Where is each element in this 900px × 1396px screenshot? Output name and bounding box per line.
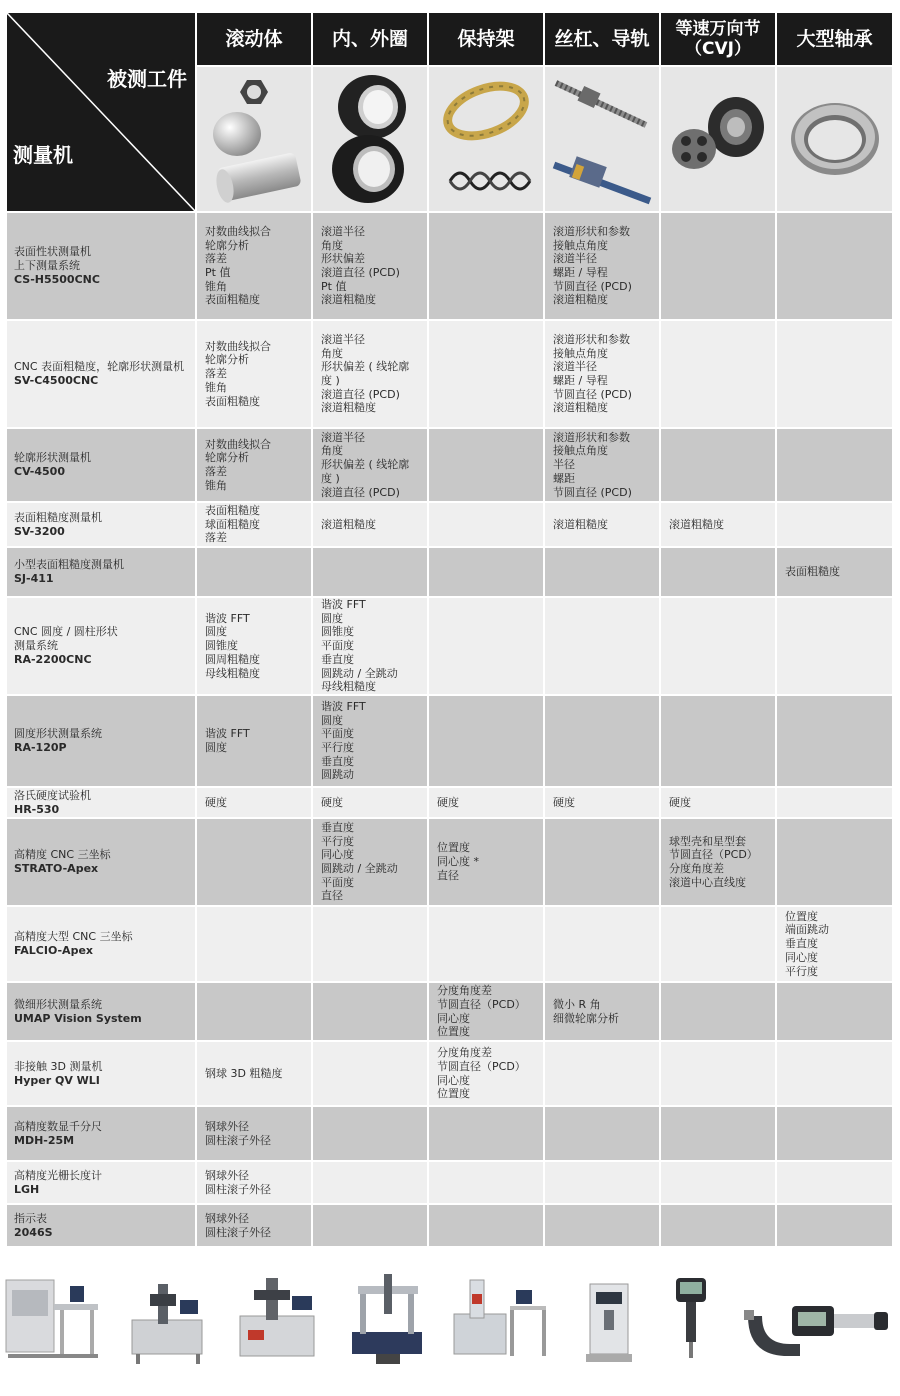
table-cell: 位置度 端面跳动 垂直度 同心度 平行度 — [777, 907, 892, 981]
table-cell — [429, 321, 543, 427]
machine-label: 测量机 — [13, 143, 73, 167]
machine-model: CS-H5500CNC — [14, 272, 100, 286]
machine-name: 非接触 3D 测量机 — [14, 1059, 103, 1073]
machine-name: 表面粗糙度测量机 — [14, 510, 102, 524]
table-cell — [661, 696, 775, 786]
machine-model: RA-120P — [14, 741, 67, 754]
table-cell — [545, 1042, 659, 1105]
table-cell — [777, 1205, 892, 1246]
table-cell — [777, 598, 892, 694]
machine-name: 高精度 CNC 三坐标 — [14, 848, 111, 862]
table-cell — [777, 503, 892, 546]
machine-model: SV-3200 — [14, 524, 65, 538]
machine-model: LGH — [14, 1182, 40, 1196]
machine-name: 表面性状测量机 上下测量系统 — [14, 245, 91, 273]
cv-4500-photo — [240, 1278, 314, 1356]
table-cell — [545, 1205, 659, 1246]
column-ball-screw-guide — [545, 13, 659, 211]
table-cell — [545, 696, 659, 786]
table-row — [7, 696, 892, 788]
column-title: 等速万向节 （CVJ） — [661, 13, 775, 65]
column-title: 丝杠、导轨 — [545, 13, 659, 65]
table-cell — [777, 696, 892, 786]
ball-screw-guide-icon — [545, 67, 659, 211]
table-cell — [545, 598, 659, 694]
table-cell — [429, 598, 543, 694]
table-cell: 微小 R 角 细微轮廓分析 — [545, 983, 659, 1040]
machine-name: 小型表面粗糙度测量机 — [14, 558, 124, 572]
machine-model: SJ-411 — [14, 572, 54, 585]
machine-name: CNC 表面粗糙度，轮廓形状测量机 — [14, 360, 185, 374]
machine-name: 高精度大型 CNC 三坐标 — [14, 930, 133, 944]
table-cell — [661, 907, 775, 981]
machine-model: 2046S — [14, 1225, 53, 1239]
column-title: 大型轴承 — [777, 13, 892, 65]
machine-model: RA-2200CNC — [14, 652, 92, 666]
table-cell — [661, 213, 775, 319]
machine-name-cell — [7, 819, 195, 905]
table-cell — [313, 1107, 427, 1160]
umap-vision-photo — [454, 1280, 546, 1356]
table-cell — [197, 983, 311, 1040]
table-cell: 谐波 FFT 圆度 圆锥度 圆周粗糙度 母线粗糙度 — [197, 598, 311, 694]
table-cell — [545, 907, 659, 981]
table-row — [7, 1107, 892, 1162]
table-cell: 滚道形状和参数 接触点角度 滚道半径 螺距 / 导程 节圆直径 (PCD) 滚道粗糙度 — [545, 321, 659, 427]
table-cell: 垂直度 平行度 同心度 圆跳动 / 全跳动 平面度 直径 — [313, 819, 427, 905]
table-cell — [661, 1042, 775, 1105]
table-header — [7, 13, 892, 211]
table-cell — [429, 503, 543, 546]
machine-model: UMAP Vision System — [14, 1011, 142, 1025]
table-cell: 硬度 — [197, 788, 311, 817]
table-cell — [429, 696, 543, 786]
table-cell: 滚道半径 角度 形状偏差 ( 线轮廓度 ) 滚道直径 (PCD) 滚道粗糙度 — [313, 321, 427, 427]
machine-model: Hyper QV WLI — [14, 1073, 100, 1087]
table-cell: 谐波 FFT 圆度 — [197, 696, 311, 786]
machine-name-cell — [7, 1107, 195, 1160]
machine-name-cell — [7, 321, 195, 427]
table-cell — [777, 1162, 892, 1203]
table-cell: 表面粗糙度 球面粗糙度 落差 — [197, 503, 311, 546]
cs-h5500cnc-photo — [6, 1280, 98, 1358]
table-row — [7, 788, 892, 819]
table-row — [7, 1042, 892, 1107]
table-cell: 滚道形状和参数 接触点角度 半径 螺距 节圆直径 (PCD) — [545, 429, 659, 501]
table-cell — [777, 429, 892, 501]
column-cv-joint — [661, 13, 775, 211]
table-cell — [661, 321, 775, 427]
table-cell — [777, 321, 892, 427]
table-cell: 分度角度差 节圆直径（PCD） 同心度 位置度 — [429, 983, 543, 1040]
table-cell: 硬度 — [429, 788, 543, 817]
table-cell — [429, 1107, 543, 1160]
table-body — [7, 213, 892, 1248]
table-cell — [313, 1162, 427, 1203]
machine-model: FALCIO-Apex — [14, 944, 94, 957]
table-cell — [429, 907, 543, 981]
table-cell: 表面粗糙度 — [777, 548, 892, 596]
machine-name: 高精度数显千分尺 — [14, 1119, 102, 1133]
table-cell — [313, 907, 427, 981]
machine-name-cell — [7, 598, 195, 694]
machine-model: MDH-25M — [14, 1133, 75, 1147]
table-cell: 钢球外径 圆柱滚子外径 — [197, 1162, 311, 1203]
table-cell — [313, 1205, 427, 1246]
table-cell — [661, 1162, 775, 1203]
machine-model: SV-C4500CNC — [14, 374, 99, 387]
table-cell — [313, 1042, 427, 1105]
table-row — [7, 819, 892, 907]
sv-c4500cnc-photo — [132, 1284, 202, 1364]
table-cell — [429, 548, 543, 596]
table-cell: 硬度 — [313, 788, 427, 817]
table-cell: 位置度 同心度 * 直径 — [429, 819, 543, 905]
table-cell — [545, 1162, 659, 1203]
machine-photo-strip — [0, 1270, 900, 1390]
table-cell: 钢球外径 圆柱滚子外径 — [197, 1107, 311, 1160]
machine-name: 微细形状测量系统 — [14, 997, 102, 1011]
machine-name: 轮廓形状测量机 — [14, 451, 91, 465]
table-cell — [545, 1107, 659, 1160]
machine-model: STRATO-Apex — [14, 862, 99, 875]
table-cell: 谐波 FFT 圆度 平面度 平行度 垂直度 圆跳动 — [313, 696, 427, 786]
table-row — [7, 548, 892, 598]
table-cell — [661, 1205, 775, 1246]
machine-name-cell — [7, 1042, 195, 1105]
table-cell — [197, 907, 311, 981]
table-cell: 滚道粗糙度 — [545, 503, 659, 546]
table-cell — [313, 548, 427, 596]
table-row — [7, 907, 892, 983]
rolling-elements-icon — [197, 67, 311, 211]
machine-name: CNC 圆度 / 圆柱形状 测量系统 — [14, 625, 118, 653]
table-cell — [777, 213, 892, 319]
table-row — [7, 429, 892, 503]
table-cell — [429, 1162, 543, 1203]
table-cell: 滚道粗糙度 — [661, 503, 775, 546]
table-cell — [197, 548, 311, 596]
machine-name-cell — [7, 983, 195, 1040]
column-title: 滚动体 — [197, 13, 311, 65]
hr-530-photo — [586, 1284, 632, 1362]
table-cell — [545, 548, 659, 596]
table-row — [7, 321, 892, 429]
table-cell: 谐波 FFT 圆度 圆锥度 平面度 垂直度 圆跳动 / 全跳动 母线粗糙度 — [313, 598, 427, 694]
table-cell: 滚道半径 角度 形状偏差 滚道直径 (PCD) Pt 值 滚道粗糙度 — [313, 213, 427, 319]
cage-icon — [429, 67, 543, 211]
bearing-rings-icon — [313, 67, 427, 211]
table-row — [7, 983, 892, 1042]
column-rolling-elements — [197, 13, 311, 211]
column-title: 保持架 — [429, 13, 543, 65]
table-cell — [777, 819, 892, 905]
table-cell — [661, 598, 775, 694]
machine-name-cell — [7, 503, 195, 546]
machine-model: CV-4500 — [14, 465, 65, 478]
table-cell — [777, 1042, 892, 1105]
machine-name-cell — [7, 1205, 195, 1246]
machine-name-cell — [7, 548, 195, 596]
machine-name: 洛氏硬度试验机 — [14, 788, 91, 802]
machine-model: HR-530 — [14, 802, 60, 816]
table-cell: 钢球外径 圆柱滚子外径 — [197, 1205, 311, 1246]
machine-name: 高精度光栅长度计 — [14, 1168, 102, 1182]
table-cell: 分度角度差 节圆直径（PCD） 同心度 位置度 — [429, 1042, 543, 1105]
table-cell — [777, 1107, 892, 1160]
table-cell — [429, 1205, 543, 1246]
column-cage — [429, 13, 543, 211]
table-cell: 滚道形状和参数 接触点角度 滚道半径 螺距 / 导程 节圆直径 (PCD) 滚道粗糙度 — [545, 213, 659, 319]
comparison-table — [7, 13, 892, 1248]
machine-name: 指示表 — [14, 1211, 47, 1225]
machine-name-cell — [7, 1162, 195, 1203]
table-cell — [661, 1107, 775, 1160]
diagonal-divider — [7, 13, 195, 211]
table-cell — [429, 213, 543, 319]
machine-name-cell — [7, 907, 195, 981]
table-cell: 硬度 — [661, 788, 775, 817]
table-cell — [429, 429, 543, 501]
machine-name-cell — [7, 788, 195, 817]
table-cell: 对数曲线拟合 轮廓分析 落差 锥角 表面粗糙度 — [197, 321, 311, 427]
table-cell — [777, 983, 892, 1040]
table-row — [7, 598, 892, 696]
large-bearing-icon — [777, 67, 892, 211]
table-cell: 滚道半径 角度 形状偏差 ( 线轮廓度 ) 滚道直径 (PCD) — [313, 429, 427, 501]
table-cell — [661, 548, 775, 596]
table-cell — [661, 983, 775, 1040]
table-cell — [777, 788, 892, 817]
corner-header — [7, 13, 195, 211]
table-cell: 球型壳和星型套 节圆直径（PCD） 分度角度差 滚道中心直线度 — [661, 819, 775, 905]
machine-name-cell — [7, 213, 195, 319]
table-cell: 硬度 — [545, 788, 659, 817]
table-cell: 对数曲线拟合 轮廓分析 落差 Pt 值 锥角 表面粗糙度 — [197, 213, 311, 319]
table-row — [7, 1205, 892, 1248]
machine-name-cell — [7, 429, 195, 501]
column-bearing-rings — [313, 13, 427, 211]
table-cell: 钢球 3D 粗糙度 — [197, 1042, 311, 1105]
table-cell: 滚道粗糙度 — [313, 503, 427, 546]
table-cell — [197, 819, 311, 905]
workpiece-label: 被测工件 — [107, 67, 187, 91]
machine-name-cell — [7, 696, 195, 786]
table-row — [7, 503, 892, 548]
strato-apex-photo — [352, 1274, 422, 1364]
table-cell — [661, 429, 775, 501]
table-cell — [545, 819, 659, 905]
column-large-bearing — [777, 13, 892, 211]
micrometer-photo — [744, 1306, 888, 1356]
machine-name: 圆度形状测量系统 — [14, 727, 102, 741]
table-cell — [313, 983, 427, 1040]
indicator-photo — [676, 1278, 706, 1358]
cv-joint-icon — [661, 67, 775, 211]
table-row — [7, 1162, 892, 1205]
table-cell: 对数曲线拟合 轮廓分析 落差 锥角 — [197, 429, 311, 501]
table-row — [7, 213, 892, 321]
column-title: 内、外圈 — [313, 13, 427, 65]
